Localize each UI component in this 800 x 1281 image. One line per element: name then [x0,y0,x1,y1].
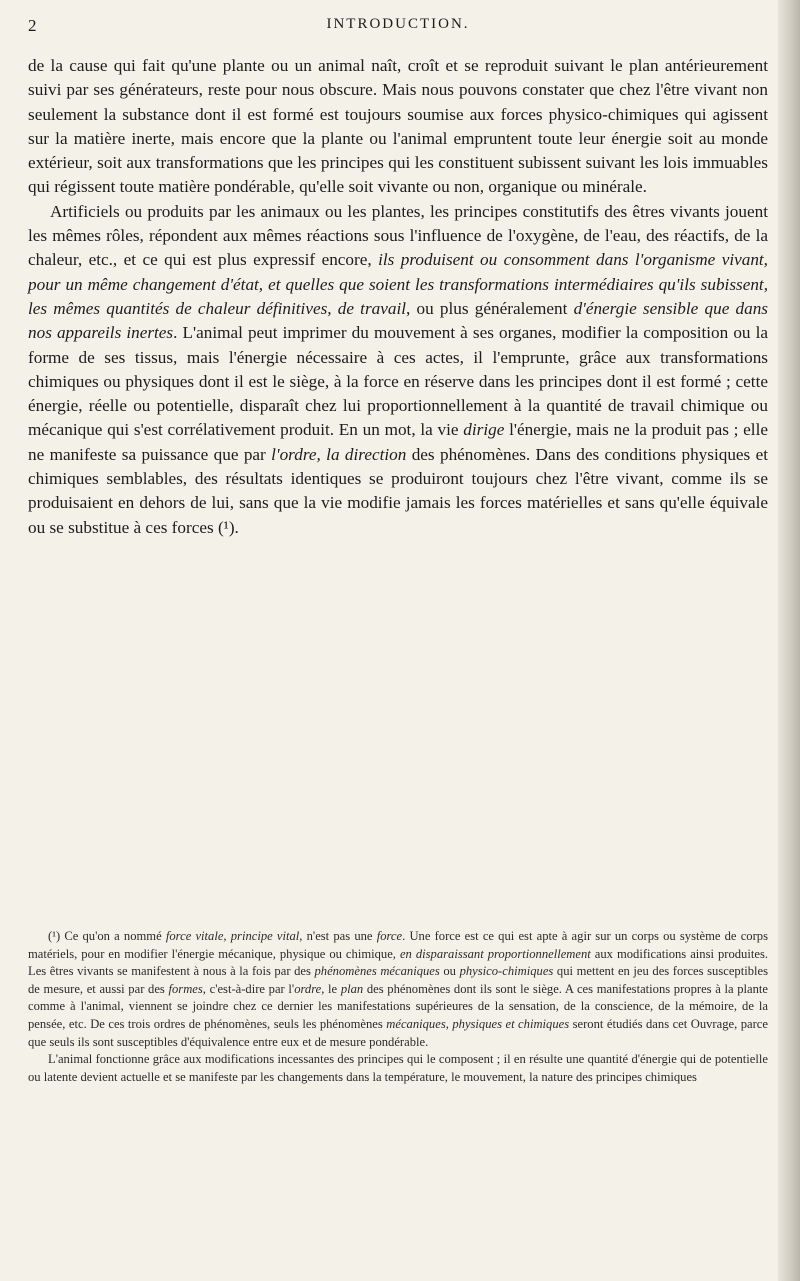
paragraph: de la cause qui fait qu'une plante ou un animal naît, croît et se reproduit suivant le plan antérieurement suivi par ses générateurs, reste pour nous obscure. Mais nous pouvons constater que chez l'être vivant non seulement la substance dont il est formé est toujours soumise aux forces physico-chimiques qui agissent sur la matière inerte, mais encore que la plante ou l'animal empruntent toute leur énergie soit au monde extérieur, soit aux transformations que les principes qui les constituent subissent suivant les lois immuables qui régissent toute matière pondérable, qu'elle soit vivante ou non, organique ou minérale. [28,56,768,197]
running-title: INTRODUCTION. [326,16,470,32]
paragraph: Artificiels ou produits par les animaux ou les plantes, les principes constitutifs des êtres vivants jouent les mêmes rôles, répondent aux mêmes réactions sous l'influence de l'oxygène, de l'eau, des réactifs, de la chaleur, etc., et ce qui est plus expressif encore, ils produisent ou consomment dans l'organisme vivant, pour un même changement d'état, et quelles que soient les transformations intermédiaires qu'ils subissent, les mêmes quantités de chaleur définitives, de travail, ou plus généralement d'énergie sensible que dans nos appareils inertes. L'animal peut imprimer du mouvement à ses organes, modifier la composition ou la forme de ses tissus, mais l'énergie nécessaire à ces actes, il l'emprunte, grâce aux transformations chimiques ou physiques dont il est le siège, à la force en réserve dans les principes dont il est formé ; cette énergie, réelle ou potentielle, disparaît chez lui proportionnellement à la quantité de travail chimique ou mécanique qui s'est corrélativement produit. En un mot, la vie dirige l'énergie, mais ne la produit pas ; elle ne manifeste sa puissance que par l'ordre, la direction des phénomènes. Dans des conditions physiques et chimiques semblables, des résultats identiques se produiront toujours chez l'être vivant, comme ils se produisaient en dehors de lui, sans que la vie modifie jamais les forces matérielles et sans qu'elle équivale ou se substitue à ces forces (¹). [28,201,769,537]
page-header [28,12,768,40]
main-text [28,54,768,540]
footnote-paragraph: (¹) Ce qu'on a nommé force vitale, principe vital, n'est pas une force. Une force est ce qui est apte à agir sur un corps ou système de corps matériels, pour en modifier l'énergie mécanique, physique ou chimique, en disparaissant proportionnellement aux modifications ainsi produites. Les êtres vivants se manifestent à nous à la fois par des phénomènes mécaniques ou physico-chimiques qui mettent en jeu des forces susceptibles de mesure, et aussi par des formes, c'est-à-dire par l'ordre, le plan des phénomènes dont ils sont le siège. A ces manifestations propres à la plante comme à l'animal, viennent se joindre chez ce dernier les manifestations supérieures de la sensation, de la conscience, de la mémoire, de la pensée, etc. De ces trois ordres de phénomènes, seuls les phénomènes mécaniques, physiques et chimiques seront étudiés dans cet Ouvrage, parce que seuls ils sont susceptibles d'équivalence entre eux et de mesure pondérable. [28,929,768,1049]
book-spine-shadow [778,0,800,1281]
page-number: 2 [28,16,37,35]
footnote [28,928,768,1086]
footnote-paragraph: L'animal fonctionne grâce aux modifications incessantes des principes qui le composent ; il en résulte une quantité d'énergie qui de potentielle ou latente devient actuelle et se manifeste par les changements dans la température, le mouvement, la nature des principes chimiques [28,1052,768,1084]
